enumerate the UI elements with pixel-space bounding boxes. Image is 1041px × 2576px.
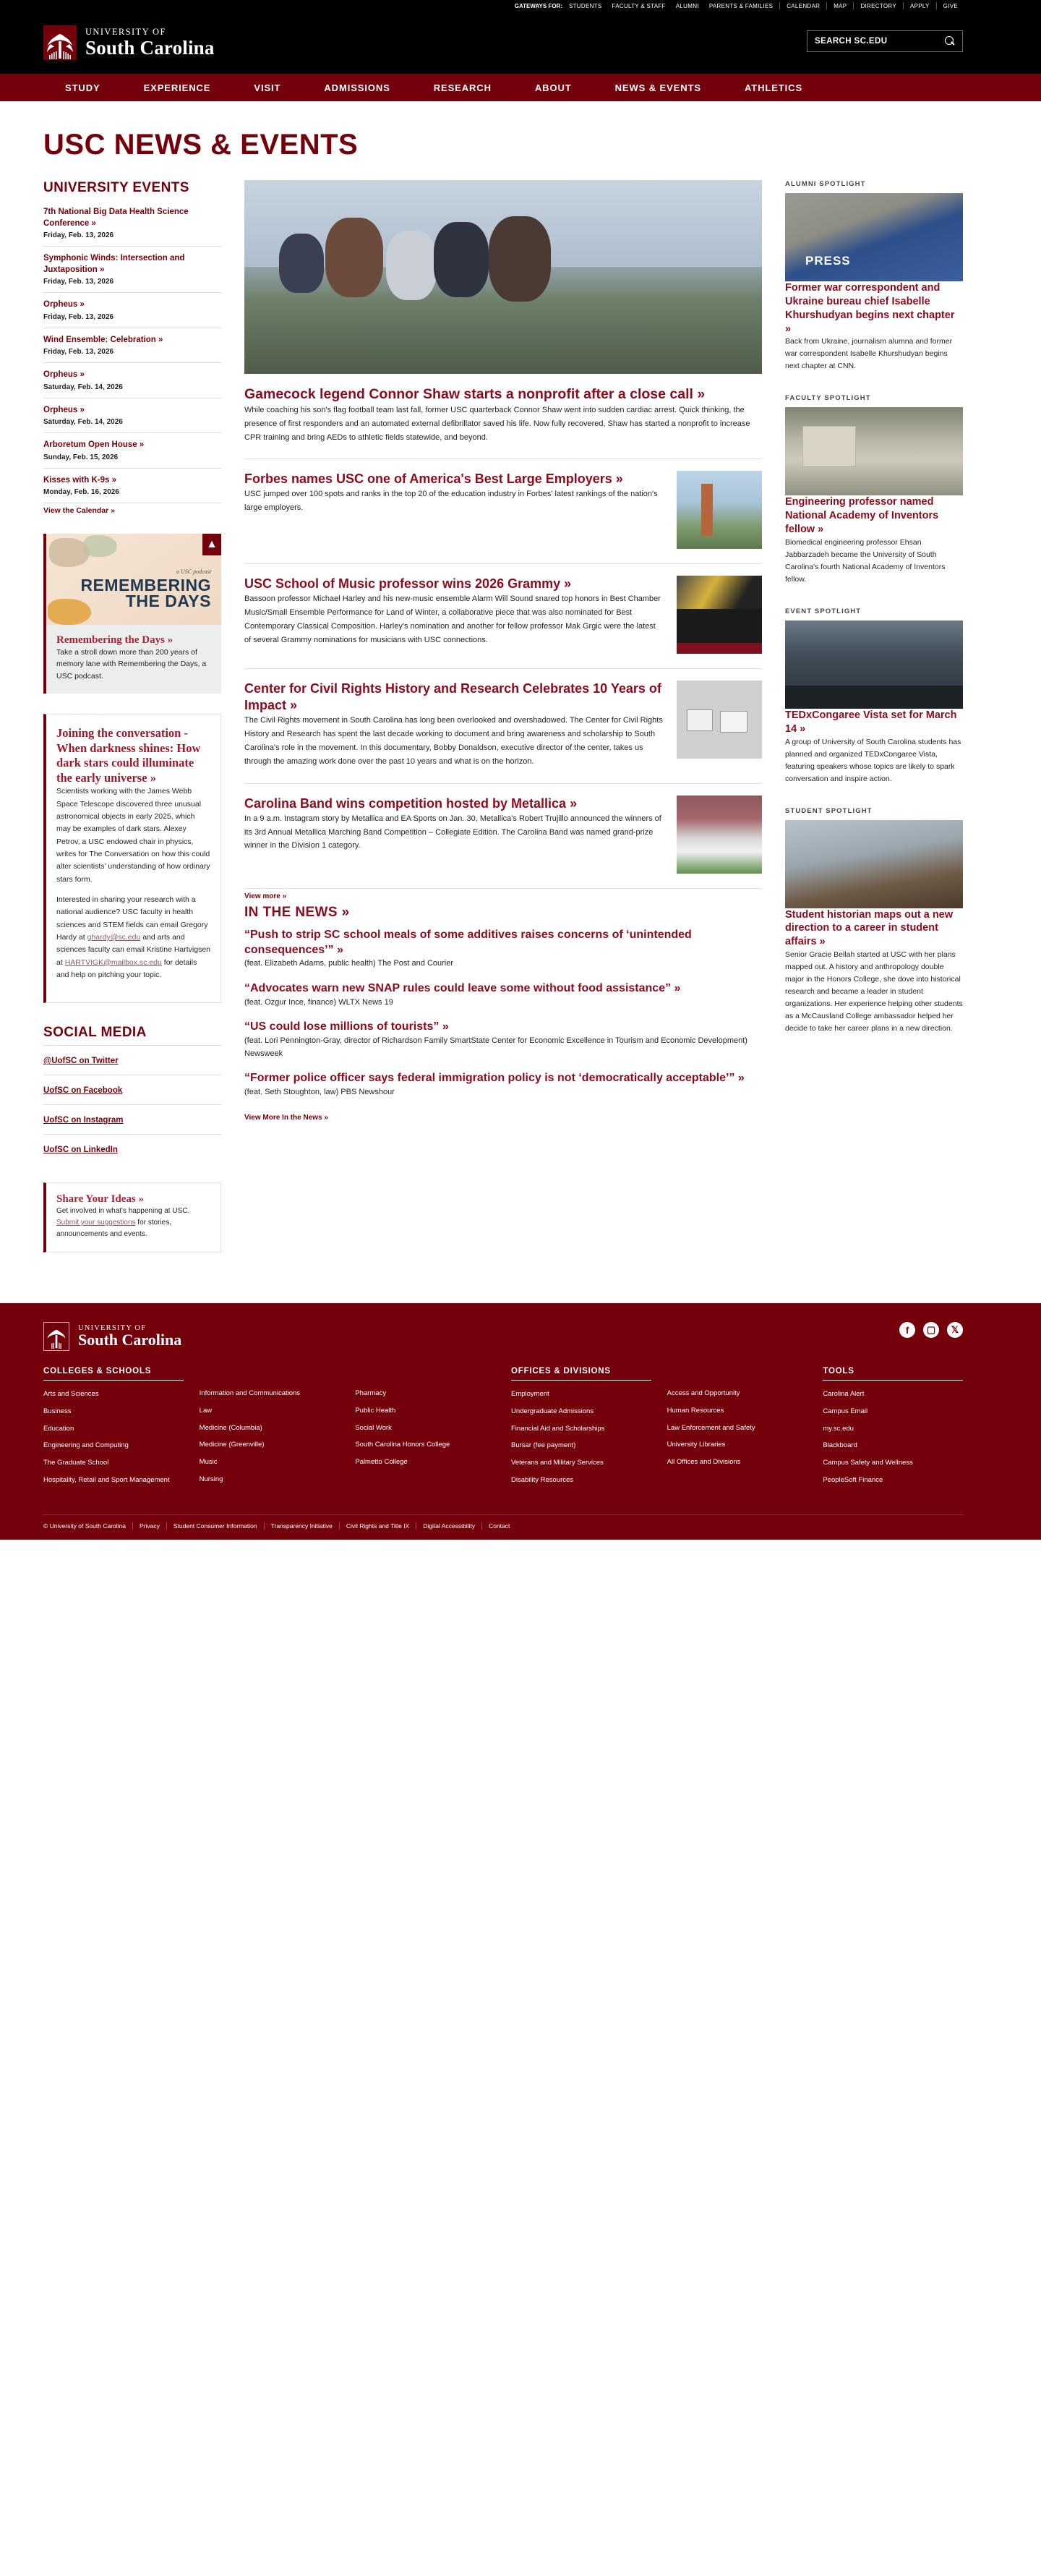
footer-link[interactable]: Nursing	[199, 1475, 223, 1483]
footer-link-civil-rights-title-ix[interactable]: Civil Rights and Title IX	[340, 1522, 416, 1530]
left-sidebar	[43, 180, 221, 1253]
story-item	[244, 374, 762, 459]
event-date: Sunday, Feb. 15, 2026	[43, 453, 119, 461]
story-text: Bassoon professor Michael Harley and his new-music ensemble Alarm Will Sound snared top honors in Best Chamber Music/Small Ensemble Performance for Land of Winter, a collaborative piece that was also nominated for Best Contemporary Classical Composition. Harley's nomination and another for fellow professor Mak Grgic were the latest of several Grammy nominations for musicians with USC connections.	[244, 594, 661, 645]
spotlight-label: ALUMNI SPOTLIGHT	[785, 180, 866, 188]
footer-link[interactable]: PeopleSoft Finance	[823, 1475, 883, 1484]
footer-link[interactable]: Information and Communications	[199, 1389, 301, 1398]
spotlight-text: A group of University of South Carolina students has planned and organized TEDxCongaree Vista, featuring speakers whose topics are likely to spark conversation and inspire action.	[785, 737, 961, 783]
podcast-cover-image	[46, 534, 221, 625]
image-figure	[489, 216, 551, 302]
divider	[853, 2, 854, 9]
story-item	[244, 784, 762, 889]
footer-group-heading: OFFICES & DIVISIONS	[511, 1367, 651, 1381]
site-logo[interactable]	[43, 25, 215, 60]
footer-group-heading-spacer	[200, 1367, 340, 1380]
utility-bar	[0, 0, 1041, 12]
in-the-news-title[interactable]: “Former police officer says federal immigration policy is not ‘democratically acceptable’” »	[244, 1072, 745, 1085]
nav-item-study[interactable]: STUDY	[65, 82, 100, 93]
footer-link[interactable]: Campus Safety and Wellness	[823, 1459, 913, 1467]
utility-link-map[interactable]: MAP	[834, 2, 847, 9]
footer-link[interactable]: Hospitality, Retail and Sport Management	[43, 1475, 170, 1484]
story-title[interactable]: Center for Civil Rights History and Research Celebrates 10 Years of Impact »	[244, 681, 661, 713]
page-content	[0, 101, 1041, 1281]
event-date: Monday, Feb. 16, 2026	[43, 488, 119, 497]
nav-item-visit[interactable]: VISIT	[254, 82, 281, 93]
footer-link[interactable]: Access and Opportunity	[667, 1389, 740, 1398]
chevron-right-icon: »	[91, 218, 96, 228]
footer-link[interactable]: my.sc.edu	[823, 1424, 854, 1433]
spotlight-title[interactable]: Student historian maps out a new direction to a career in student affairs »	[785, 908, 954, 948]
spotlight-text: Back from Ukraine, journalism alumna and former war correspondent Isabelle Khurshudyan begins next chapter at CNN.	[785, 337, 953, 371]
footer-link[interactable]: Arts and Sciences	[43, 1390, 99, 1399]
brand-line-1: UNIVERSITY OF	[85, 27, 166, 38]
nav-item-research[interactable]: RESEARCH	[433, 82, 492, 93]
chevron-right-icon: »	[282, 892, 287, 900]
right-sidebar	[785, 180, 963, 1057]
image-figure	[386, 231, 437, 300]
three-column-layout	[0, 180, 1041, 1253]
palmetto-tree-icon	[43, 1322, 69, 1351]
footer-link[interactable]: Undergraduate Admissions	[511, 1407, 594, 1415]
footer-link[interactable]: Pharmacy	[355, 1389, 387, 1398]
footer-link[interactable]: Employment	[511, 1390, 549, 1399]
footer-group-offices-divisions-col2	[667, 1367, 807, 1493]
in-the-news-meta: (feat. Elizabeth Adams, public health) The Post and Courier	[244, 959, 454, 968]
in-the-news-title[interactable]: “Push to strip SC school meals of some additives raises concerns of ‘unintended consequences’” »	[244, 928, 692, 956]
palmetto-tree-icon	[43, 25, 77, 60]
in-the-news-meta: (feat. Seth Stoughton, law) PBS Newshour	[244, 1088, 395, 1097]
chevron-right-icon: »	[111, 475, 117, 485]
footer-group-colleges-schools-col2	[200, 1367, 340, 1493]
divider	[779, 2, 780, 9]
footer-link-student-consumer-information[interactable]: Student Consumer Information	[167, 1522, 265, 1530]
footer-link-transparency-initiative[interactable]: Transparency Initiative	[265, 1522, 340, 1530]
in-the-news-meta: (feat. Ozgur Ince, finance) WLTX News 19	[244, 997, 393, 1007]
footer-group-offices-divisions	[511, 1367, 651, 1493]
utility-link-faculty-staff[interactable]: FACULTY & STAFF	[612, 2, 666, 9]
usc-mark-icon: ▲	[202, 534, 221, 555]
event-date: Friday, Feb. 13, 2026	[43, 312, 114, 321]
chevron-right-icon: »	[564, 576, 572, 592]
footer-link[interactable]: Engineering and Computing	[43, 1441, 129, 1450]
in-the-news-title[interactable]: “Advocates warn new SNAP rules could leave some without food assistance” »	[244, 982, 681, 994]
in-the-news-heading[interactable]: IN THE NEWS »	[244, 904, 350, 920]
footer-link[interactable]: Music	[199, 1458, 218, 1467]
chevron-right-icon: »	[442, 1020, 449, 1033]
event-item[interactable]	[43, 200, 221, 247]
image-figure	[279, 234, 324, 293]
story-text: USC jumped over 100 spots and ranks in the top 20 of the education industry in Forbes' latest rankings of the nation's large employers.	[244, 490, 658, 513]
footer-group-heading-spacer	[667, 1367, 807, 1380]
footer-link[interactable]: Campus Email	[823, 1407, 868, 1415]
image-figure	[325, 218, 383, 297]
spotlight-image[interactable]	[785, 620, 963, 709]
footer-legal-bar	[43, 1514, 963, 1540]
chevron-right-icon: »	[674, 982, 681, 994]
submit-suggestions-link[interactable]: Submit your suggestions	[56, 1219, 136, 1227]
search-input[interactable]	[807, 30, 963, 52]
footer-link-contact[interactable]: Contact	[489, 1522, 510, 1530]
site-footer	[0, 1303, 1041, 1540]
chevron-right-icon: »	[341, 904, 350, 920]
in-the-news-item	[244, 1020, 762, 1060]
faculty-spotlight	[785, 394, 963, 586]
in-the-news-item	[244, 981, 762, 1009]
nav-item-admissions[interactable]: ADMISSIONS	[324, 82, 390, 93]
event-title[interactable]: 7th National Big Data Health Science Conference »	[43, 208, 189, 228]
chevron-right-icon: »	[290, 698, 298, 713]
social-link-label[interactable]: @UofSC on Twitter	[43, 1057, 119, 1066]
nav-item-news-events[interactable]: NEWS & EVENTS	[614, 82, 701, 93]
story-item	[244, 564, 762, 669]
footer-top	[43, 1322, 963, 1367]
footer-link[interactable]: Veterans and Military Services	[511, 1459, 604, 1467]
footer-link[interactable]: Carolina Alert	[823, 1390, 865, 1399]
main-navigation	[0, 74, 1041, 101]
footer-link-columns	[43, 1367, 963, 1514]
spotlight-title[interactable]: Engineering professor named National Academy of Inventors fellow »	[785, 496, 939, 536]
footer-link[interactable]: The Graduate School	[43, 1459, 109, 1467]
footer-link[interactable]: Law Enforcement and Safety	[667, 1423, 755, 1432]
joining-the-conversation-card	[43, 714, 221, 1003]
divider	[936, 2, 937, 9]
spotlight-image[interactable]	[785, 407, 963, 495]
footer-link[interactable]: Law	[199, 1406, 213, 1415]
social-link-label[interactable]: UofSC on LinkedIn	[43, 1146, 118, 1155]
footer-brand-line-2: South Carolina	[78, 1331, 182, 1349]
nav-item-experience[interactable]: EXPERIENCE	[143, 82, 211, 93]
nav-item-about[interactable]: ABOUT	[534, 82, 572, 93]
chevron-right-icon: »	[80, 370, 85, 380]
utility-link-calendar[interactable]: CALENDAR	[787, 2, 821, 9]
search-placeholder: SEARCH SC.EDU	[815, 37, 888, 46]
spotlight-text: Senior Gracie Bellah started at USC with her plans mapped out. A history and anthropology double major in the Honors College, she dove into historical research and became a leader in student organizations. Her experience helping other students as a McCausland College ambassador helped her decide to take her career plans in a new direction.	[785, 950, 963, 1033]
utility-link-parents-families[interactable]: PARENTS & FAMILIES	[708, 2, 774, 9]
spotlight-image[interactable]	[785, 820, 963, 908]
in-the-news-item	[244, 928, 762, 971]
chevron-right-icon: »	[80, 405, 85, 414]
social-link-twitter[interactable]	[43, 1045, 221, 1075]
spotlight-text: Biomedical engineering professor Ehsan Jabbarzadeh became the University of South Carolina's fourth National Academy of Inventors fellow.	[785, 537, 946, 584]
footer-link[interactable]: University Libraries	[667, 1441, 726, 1449]
footer-link[interactable]: Human Resources	[667, 1406, 724, 1415]
story-thumbnail[interactable]	[677, 681, 762, 759]
view-more-in-the-news-link[interactable]: View More In the News »	[244, 1113, 328, 1122]
footer-link[interactable]: Education	[43, 1424, 74, 1433]
event-title[interactable]: Orpheus »	[43, 300, 85, 310]
story-title[interactable]: USC School of Music professor wins 2026 Grammy »	[244, 576, 572, 592]
chevron-right-icon: »	[111, 506, 116, 516]
podcast-promo-title[interactable]: Remembering the Days »	[56, 634, 174, 647]
conversation-title[interactable]: Joining the conversation - When darkness shines: How dark stars could illuminate the early universe »	[56, 725, 201, 785]
chevron-right-icon: »	[167, 634, 174, 647]
podcast-cover-line-1: REMEMBERING	[80, 576, 211, 595]
x-twitter-icon[interactable]: 𝕏	[947, 1322, 963, 1338]
social-link-instagram[interactable]	[43, 1104, 221, 1134]
spotlight-title[interactable]: Former war correspondent and Ukraine bureau chief Isabelle Khurshudyan begins next chapter »	[785, 282, 955, 335]
chevron-right-icon: »	[80, 300, 85, 310]
story-text: The Civil Rights movement in South Carolina has long been overlooked and overshadowed. The Center for Civil Rights History and Research has spent the last decade working to document and bring awareness and scholarship to South Carolina's role in the movement. In this documentary, Bobby Donaldson, executive director of the center, takes us through the amazing work done over the past 10 years and what is on the horizon.	[244, 716, 663, 766]
footer-link[interactable]: Palmetto College	[355, 1458, 408, 1467]
footer-link[interactable]: Financial Aid and Scholarships	[511, 1424, 605, 1433]
chevron-right-icon: »	[337, 943, 343, 956]
chevron-right-icon: »	[819, 936, 826, 948]
social-link-label[interactable]: UofSC on Facebook	[43, 1086, 123, 1096]
masthead	[0, 12, 1041, 74]
footer-link[interactable]: Social Work	[355, 1423, 392, 1432]
spotlight-label: FACULTY SPOTLIGHT	[785, 394, 871, 403]
spotlight-image[interactable]	[785, 193, 963, 281]
event-date: Friday, Feb. 13, 2026	[43, 348, 114, 357]
student-spotlight	[785, 807, 963, 1036]
divider	[826, 2, 827, 9]
alumni-spotlight	[785, 180, 963, 372]
social-link-facebook[interactable]	[43, 1075, 221, 1104]
footer-link[interactable]: All Offices and Divisions	[667, 1458, 741, 1467]
story-title[interactable]: Gamecock legend Connor Shaw starts a nonprofit after a close call »	[244, 386, 706, 402]
brand-line-2: South Carolina	[85, 36, 215, 59]
footer-link-privacy[interactable]: Privacy	[133, 1522, 167, 1530]
share-your-ideas-text: Get involved in what's happening at USC. Submit your suggestions for stories, announcements and events.	[56, 1207, 190, 1239]
story-text: While coaching his son's flag football team last fall, former USC quarterback Connor Shaw went into sudden cardiac arrest. Quick thinking, the presence of first responders and an automated external defibrillator saved his life. Now fully recovered, Shaw has started a nonprofit to increase CPR training and bring AEDs to athletic fields statewide, and beyond.	[244, 405, 750, 442]
hero-image[interactable]	[244, 180, 762, 374]
decorative-shape	[84, 535, 117, 557]
podcast-promo-body	[46, 625, 221, 694]
search-icon[interactable]	[945, 36, 955, 46]
footer-link[interactable]: Disability Resources	[511, 1475, 574, 1484]
chevron-right-icon: »	[818, 524, 824, 536]
email-link-hartvigk[interactable]: HARTVIGK@mailbox.sc.edu	[64, 958, 162, 967]
event-item[interactable]	[43, 433, 221, 469]
chevron-right-icon: »	[800, 722, 806, 735]
chevron-right-icon: »	[138, 1193, 144, 1206]
image-figure	[434, 222, 489, 297]
story-title[interactable]: Carolina Band wins competition hosted by Metallica »	[244, 796, 578, 811]
gateways-label: GATEWAYS FOR:	[514, 2, 562, 9]
story-item	[244, 669, 762, 783]
footer-link-digital-accessibility[interactable]: Digital Accessibility	[416, 1522, 482, 1530]
event-title[interactable]: Orpheus »	[43, 405, 85, 414]
footer-link[interactable]: Blackboard	[823, 1441, 857, 1450]
footer-group-heading-spacer	[355, 1367, 495, 1380]
story-thumbnail[interactable]	[677, 471, 762, 549]
spotlight-label: EVENT SPOTLIGHT	[785, 607, 862, 615]
footer-logo[interactable]	[43, 1322, 181, 1351]
event-item[interactable]	[43, 293, 221, 328]
chevron-right-icon: »	[158, 335, 163, 344]
story-text: In a 9 a.m. Instagram story by Metallica and EA Sports on Jan. 30, Metallica's Robert Trujillo announced the winners of its 3rd Annual Metallica Marching Band Competition – Collegiate Edition. The Carolina Band was named grand-prize winner in the Division 1 category.	[244, 814, 661, 850]
story-title[interactable]: Forbes names USC one of America's Best Large Employers »	[244, 472, 623, 487]
share-your-ideas-title[interactable]: Share Your Ideas »	[56, 1193, 144, 1206]
footer-link[interactable]: Public Health	[355, 1406, 396, 1415]
footer-link[interactable]: Medicine (Columbia)	[199, 1423, 262, 1432]
footer-group-colleges-schools-col3	[355, 1367, 495, 1493]
main-content	[244, 180, 762, 1123]
event-spotlight	[785, 607, 963, 785]
chevron-right-icon: »	[785, 323, 792, 335]
instagram-icon[interactable]: ▢	[923, 1322, 939, 1338]
divider	[903, 2, 904, 9]
utility-link-apply[interactable]: APPLY	[909, 2, 930, 9]
nav-item-athletics[interactable]: ATHLETICS	[744, 82, 803, 93]
email-link-ghardy[interactable]: ghardy@sc.edu	[87, 932, 141, 942]
event-item[interactable]	[43, 328, 221, 364]
event-title[interactable]: Arboretum Open House »	[43, 440, 145, 450]
chevron-right-icon: »	[570, 796, 578, 811]
footer-brand-line-1: UNIVERSITY OF	[78, 1323, 147, 1332]
footer-group-colleges-schools	[43, 1367, 184, 1493]
event-item[interactable]	[43, 469, 221, 504]
in-the-news-meta: (feat. Lori Pennington-Gray, director of Richardson Family SmartState Center for Economic Excellence in Tourism and Economic Development) Newsweek	[244, 1036, 747, 1058]
event-date: Friday, Feb. 13, 2026	[43, 231, 114, 240]
view-more-link[interactable]: View more »	[244, 892, 287, 900]
event-item[interactable]	[43, 363, 221, 398]
footer-link[interactable]: South Carolina Honors College	[355, 1441, 450, 1449]
chevron-right-icon: »	[139, 440, 145, 450]
podcast-cover-subtitle: a USC podcast	[176, 568, 211, 576]
event-item[interactable]	[43, 398, 221, 434]
podcast-promo-text: Take a stroll down more than 200 years of memory lane with Remembering the Days, a USC podcast.	[56, 648, 207, 681]
footer-link[interactable]: Medicine (Greenville)	[199, 1441, 265, 1449]
podcast-cover-line-2: THE DAYS	[125, 592, 211, 611]
story-thumbnail[interactable]	[677, 796, 762, 874]
social-link-linkedin[interactable]	[43, 1134, 221, 1164]
view-the-calendar-link[interactable]: View the Calendar »	[43, 506, 116, 516]
spotlight-label: STUDENT SPOTLIGHT	[785, 806, 873, 815]
in-the-news-title[interactable]: “US could lose millions of tourists” »	[244, 1020, 449, 1033]
university-events-heading: UNIVERSITY EVENTS	[43, 180, 189, 195]
event-title[interactable]: Kisses with K-9s »	[43, 475, 117, 485]
footer-group-heading: COLLEGES & SCHOOLS	[43, 1367, 184, 1381]
footer-group-tools	[823, 1367, 963, 1493]
conversation-paragraph-2: Interested in sharing your research with a national audience? USC faculty in health sciences and STEM fields can email Gregory Hardy at ghardy@sc.edu and arts and sciences faculty can email Kristine Hartvigsen at HARTVIGK@mailbox.sc.edu for details and help on pitching your topic.	[56, 895, 211, 979]
in-the-news-item	[244, 1071, 762, 1099]
utility-link-directory[interactable]: DIRECTORY	[860, 2, 896, 9]
share-your-ideas-card	[43, 1182, 221, 1253]
event-date: Friday, Feb. 13, 2026	[43, 278, 114, 286]
chevron-right-icon: »	[697, 386, 706, 402]
footer-link[interactable]: Bursar (fee payment)	[511, 1441, 576, 1450]
social-link-label[interactable]: UofSC on Instagram	[43, 1116, 124, 1125]
utility-link-students[interactable]: STUDENTS	[568, 2, 602, 9]
event-date: Saturday, Feb. 14, 2026	[43, 383, 123, 391]
event-item[interactable]	[43, 247, 221, 293]
facebook-icon[interactable]: f	[899, 1322, 915, 1338]
footer-link[interactable]: Business	[43, 1407, 72, 1415]
chevron-right-icon: »	[150, 770, 156, 785]
chevron-right-icon: »	[324, 1113, 328, 1122]
chevron-right-icon: »	[615, 472, 623, 487]
spotlight-title[interactable]: TEDxCongaree Vista set for March 14 »	[785, 709, 957, 735]
utility-link-alumni[interactable]: ALUMNI	[675, 2, 699, 9]
conversation-paragraph-1: Scientists working with the James Webb Space Telescope discovered three unusual astronomical objects in early 2025, which may be examples of dark stars. Alexey Petrov, a USC endowed chair in physics, writes for The Conversation on how this could alter scientists’ understanding of how ordinary stars form.	[56, 787, 210, 884]
footer-group-heading: TOOLS	[823, 1367, 963, 1381]
event-title[interactable]: Wind Ensemble: Celebration »	[43, 335, 163, 344]
story-thumbnail[interactable]	[677, 576, 762, 654]
utility-link-give[interactable]: GIVE	[943, 2, 958, 9]
story-item	[244, 459, 762, 564]
footer-copyright: © University of South Carolina	[43, 1522, 133, 1530]
footer-social-links	[899, 1322, 963, 1338]
event-title[interactable]: Symphonic Winds: Intersection and Juxtaposition »	[43, 254, 185, 274]
event-date: Saturday, Feb. 14, 2026	[43, 418, 123, 427]
chevron-right-icon: »	[99, 265, 105, 274]
podcast-promo-card[interactable]	[43, 534, 221, 694]
event-title[interactable]: Orpheus »	[43, 370, 85, 380]
social-media-heading: SOCIAL MEDIA	[43, 1025, 147, 1041]
chevron-right-icon: »	[737, 1072, 745, 1085]
page-title: USC NEWS & EVENTS	[43, 129, 359, 161]
